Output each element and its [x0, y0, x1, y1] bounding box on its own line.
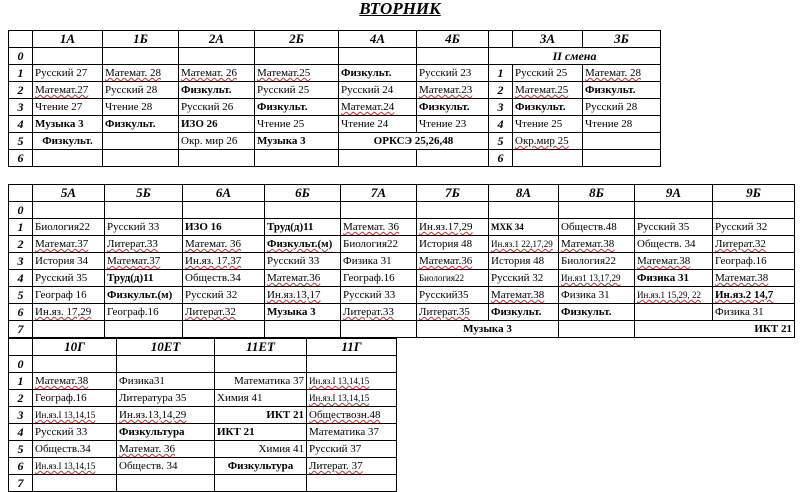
cell: Географ.16 [33, 390, 117, 407]
cell [417, 202, 489, 219]
cell [339, 48, 417, 65]
row-number: 3 [9, 253, 33, 270]
cell: Русский 37 [307, 441, 397, 458]
cell: Математ.25 [513, 82, 583, 99]
cell: Физика 31 [635, 270, 713, 287]
cell: Математ.36 [265, 270, 341, 287]
row-number: 2 [9, 82, 33, 99]
cell: Биология22 [559, 253, 635, 270]
class-header: 10ЕТ [117, 339, 215, 356]
cell: Ин.яз. 17,37 [183, 253, 265, 270]
cell: Ин.яз. 17,29 [33, 304, 105, 321]
cell: Обществ. 34 [117, 458, 215, 475]
cell: Русский 26 [179, 99, 255, 116]
cell [215, 356, 307, 373]
cell [713, 202, 795, 219]
cell: Труд(д)11 [105, 270, 183, 287]
cell: Русский 28 [583, 99, 661, 116]
header-spacer [489, 31, 513, 48]
cell [339, 150, 417, 167]
cell: Физкульт. [489, 304, 559, 321]
cell [33, 356, 117, 373]
cell: Литерат.33 [105, 236, 183, 253]
cell [307, 475, 397, 492]
class-header: 2Б [255, 31, 339, 48]
cell: Русский 32 [183, 287, 265, 304]
schedule-table-middle [8, 184, 795, 338]
cell: ИЗО 26 [179, 116, 255, 133]
cell: Математ.38 [559, 236, 635, 253]
cell: ИКТ 21 [215, 424, 307, 441]
row-number: 4 [9, 424, 33, 441]
cell: Русский 32 [713, 219, 795, 236]
header-corner [9, 31, 33, 48]
cell: Математика 37 [307, 424, 397, 441]
schedule-table-senior [8, 338, 397, 492]
cell: Физкультура [215, 458, 307, 475]
cell: Чтение 27 [33, 99, 103, 116]
cell [583, 133, 661, 150]
cell: Музыка 3 [255, 133, 339, 150]
class-header: 1А [33, 31, 103, 48]
table-row [9, 287, 795, 304]
table-row [9, 407, 397, 424]
cell: Физкульт. [339, 65, 417, 82]
cell: Химия 41 [215, 390, 307, 407]
row-number: 1 [489, 65, 513, 82]
cell [635, 304, 713, 321]
table-row [9, 219, 795, 236]
class-header: 3А [513, 31, 583, 48]
cell: Ин.яз.1 22,17,29 [489, 236, 559, 253]
cell: Математ. 36 [117, 441, 215, 458]
cell: Окр.мир 25 [513, 133, 583, 150]
cell: Русский 33 [33, 424, 117, 441]
cell: ОРКСЭ 25,26,48 [339, 133, 489, 150]
cell: Литерат.32 [713, 236, 795, 253]
cell: Математ.38 [489, 287, 559, 304]
cell: Ин.яз.I 13,14,15 [307, 373, 397, 390]
cell: Русский 33 [341, 287, 417, 304]
cell: Математ. 36 [183, 236, 265, 253]
table-row [9, 116, 661, 133]
cell: Математ.37 [33, 236, 105, 253]
row-number: 6 [9, 150, 33, 167]
class-header: 5Б [105, 185, 183, 202]
cell: Литерат.35 [417, 304, 489, 321]
cell: Русский 24 [339, 82, 417, 99]
row-number: 5 [489, 133, 513, 150]
cell: Музыка 3 [265, 304, 341, 321]
table-row [9, 99, 661, 116]
cell: Математ. 28 [103, 65, 179, 82]
table-header-row [9, 31, 661, 48]
cell [635, 202, 713, 219]
row-number: 5 [9, 441, 33, 458]
cell [103, 48, 179, 65]
cell: Русский 23 [417, 65, 489, 82]
cell: Литерат.32 [183, 304, 265, 321]
cell: Математ. 36 [341, 219, 417, 236]
row-number: 4 [9, 116, 33, 133]
row-number: 3 [9, 99, 33, 116]
cell [33, 48, 103, 65]
cell [179, 150, 255, 167]
row-number: 7 [9, 475, 33, 492]
table-row [9, 65, 661, 82]
row-number: 5 [9, 287, 33, 304]
shift-label: II смена [489, 48, 661, 65]
table-header-row [9, 339, 397, 356]
table-row [9, 82, 661, 99]
row-number: 2 [489, 82, 513, 99]
cell: Обществ.34 [33, 441, 117, 458]
row-number: 1 [9, 65, 33, 82]
class-header: 6А [183, 185, 265, 202]
cell: Географ.16 [105, 304, 183, 321]
cell [341, 202, 417, 219]
table-header-row [9, 185, 795, 202]
cell [103, 150, 179, 167]
cell: Ин.яз1 13,17,29 [559, 270, 635, 287]
class-header: 4Б [417, 31, 489, 48]
cell: Обществ.34 [183, 270, 265, 287]
cell [215, 475, 307, 492]
cell: Географ.16 [713, 253, 795, 270]
table-row [9, 270, 795, 287]
cell: Чтение 28 [103, 99, 179, 116]
row-number: 5 [9, 133, 33, 150]
row-number: 3 [9, 407, 33, 424]
cell: Биология22 [33, 219, 105, 236]
cell [583, 150, 661, 167]
table-row [9, 373, 397, 390]
class-header: 5А [33, 185, 105, 202]
class-header: 1Б [103, 31, 179, 48]
cell [255, 150, 339, 167]
cell: Ин.яз.I 13,14,15 [307, 390, 397, 407]
row-number: 6 [9, 458, 33, 475]
cell: Физкульт. [179, 82, 255, 99]
cell: Русский35 [417, 287, 489, 304]
cell: ИКТ 21 [215, 407, 307, 424]
cell: Окр. мир 26 [179, 133, 255, 150]
row-number: 7 [9, 321, 33, 338]
row-number: 4 [489, 116, 513, 133]
cell [417, 150, 489, 167]
cell: Русский 27 [33, 65, 103, 82]
cell: Русский 35 [635, 219, 713, 236]
cell [33, 150, 103, 167]
cell: Русский 33 [105, 219, 183, 236]
cell: Ин.яз.I 13,14,15 [33, 407, 117, 424]
cell: Физкульт. [513, 99, 583, 116]
cell: Математ.38 [33, 373, 117, 390]
cell [183, 202, 265, 219]
cell: Музыка 3 [33, 116, 103, 133]
cell [559, 202, 635, 219]
cell: Математ.38 [713, 270, 795, 287]
table-row [9, 424, 397, 441]
class-header: 2А [179, 31, 255, 48]
cell: Математ.24 [339, 99, 417, 116]
cell: Биология22 [341, 236, 417, 253]
cell: Химия 41 [215, 441, 307, 458]
class-header: 9Б [713, 185, 795, 202]
cell: Обществ.48 [559, 219, 635, 236]
cell [255, 48, 339, 65]
cell: Обществ. 34 [635, 236, 713, 253]
class-header: 11Г [307, 339, 397, 356]
page-title: ВТОРНИК [359, 0, 441, 18]
table-row [9, 202, 795, 219]
cell [117, 356, 215, 373]
class-header: 8А [489, 185, 559, 202]
cell: Русский 28 [103, 82, 179, 99]
cell: Чтение 28 [583, 116, 661, 133]
class-header: 6Б [265, 185, 341, 202]
row-number: 4 [9, 270, 33, 287]
header-corner [9, 185, 33, 202]
cell: Ин.яз.1 15,29, 22 [635, 287, 713, 304]
cell: ИЗО 16 [183, 219, 265, 236]
table-row [9, 133, 661, 150]
table-row [9, 356, 397, 373]
cell: Ин.яз.13,14,29 [117, 407, 215, 424]
class-header: 8Б [559, 185, 635, 202]
cell [559, 321, 635, 338]
cell: Математ.23 [417, 82, 489, 99]
cell: Ин.яз.13,17 [265, 287, 341, 304]
class-header: 11ЕТ [215, 339, 307, 356]
cell: Физкульт. [559, 304, 635, 321]
cell [265, 202, 341, 219]
cell: Физкультура [117, 424, 215, 441]
cell [117, 475, 215, 492]
cell: Ин.яз.I 13,14,15 [33, 458, 117, 475]
cell: Литерат. 37 [307, 458, 397, 475]
cell [105, 321, 183, 338]
cell: История 48 [489, 253, 559, 270]
class-header: 7А [341, 185, 417, 202]
cell: Географ.16 [341, 270, 417, 287]
cell: Математ.37 [105, 253, 183, 270]
table-row [9, 48, 661, 65]
cell: Биология22 [417, 270, 489, 287]
cell: Русский 25 [513, 65, 583, 82]
cell: Физкульт. [103, 116, 179, 133]
cell: Физкульт. [33, 133, 103, 150]
table-row [9, 441, 397, 458]
row-number: 1 [9, 373, 33, 390]
cell: Музыка 3 [417, 321, 559, 338]
table-row [9, 253, 795, 270]
cell [33, 321, 105, 338]
cell: Чтение 23 [417, 116, 489, 133]
row-number: 0 [9, 356, 33, 373]
cell: Литерат.33 [341, 304, 417, 321]
cell [341, 321, 417, 338]
cell [489, 202, 559, 219]
cell: Русский 35 [33, 270, 105, 287]
row-number: 0 [9, 48, 33, 65]
cell: МХК 34 [489, 219, 559, 236]
row-number: 3 [489, 99, 513, 116]
cell [105, 202, 183, 219]
table-row [9, 475, 397, 492]
cell: Труд(д)11 [265, 219, 341, 236]
cell [513, 150, 583, 167]
row-number: 2 [9, 390, 33, 407]
cell: Математ. 28 [583, 65, 661, 82]
cell: Географ 16 [33, 287, 105, 304]
class-header: 10Г [33, 339, 117, 356]
cell: Математ.36 [417, 253, 489, 270]
cell: Чтение 25 [255, 116, 339, 133]
cell [417, 48, 489, 65]
table-row [9, 458, 397, 475]
cell: Физкульт.(м) [265, 236, 341, 253]
class-header: 7Б [417, 185, 489, 202]
table-row [9, 304, 795, 321]
cell: Математ.27 [33, 82, 103, 99]
row-number: 2 [9, 236, 33, 253]
cell: Обществозн.48 [307, 407, 397, 424]
table-row [9, 321, 795, 338]
cell [265, 321, 341, 338]
row-number: 0 [9, 202, 33, 219]
cell: Физика31 [117, 373, 215, 390]
cell: Математ.25 [255, 65, 339, 82]
cell [183, 321, 265, 338]
cell: Чтение 25 [513, 116, 583, 133]
cell: Физкульт. [583, 82, 661, 99]
cell [33, 475, 117, 492]
cell: Физкульт. [417, 99, 489, 116]
cell: Физика 31 [559, 287, 635, 304]
cell: Русский 33 [265, 253, 341, 270]
row-number: 1 [9, 219, 33, 236]
cell: Физкульт.(м) [105, 287, 183, 304]
cell: Математ. 26 [179, 65, 255, 82]
cell [33, 202, 105, 219]
cell: История 34 [33, 253, 105, 270]
class-header: 9А [635, 185, 713, 202]
cell: Математика 37 [215, 373, 307, 390]
cell: Русский 25 [255, 82, 339, 99]
cell: Физика 31 [713, 304, 795, 321]
schedule-table-primary [8, 30, 661, 167]
cell: Ин.яз.17,29 [417, 219, 489, 236]
cell [307, 356, 397, 373]
row-number: 6 [489, 150, 513, 167]
row-number: 6 [9, 304, 33, 321]
table-row [9, 150, 661, 167]
cell: Литература 35 [117, 390, 215, 407]
header-corner [9, 339, 33, 356]
cell: Математ.38 [635, 253, 713, 270]
table-row [9, 236, 795, 253]
cell: Русский 32 [489, 270, 559, 287]
cell: История 48 [417, 236, 489, 253]
cell [179, 48, 255, 65]
cell: Чтение 24 [339, 116, 417, 133]
table-row [9, 390, 397, 407]
cell: ИКТ 21 [635, 321, 795, 338]
cell [103, 133, 179, 150]
cell: Физкульт. [255, 99, 339, 116]
cell: Ин.яз.2 14,7 [713, 287, 795, 304]
cell: Физика 31 [341, 253, 417, 270]
class-header: 3Б [583, 31, 661, 48]
class-header: 4А [339, 31, 417, 48]
